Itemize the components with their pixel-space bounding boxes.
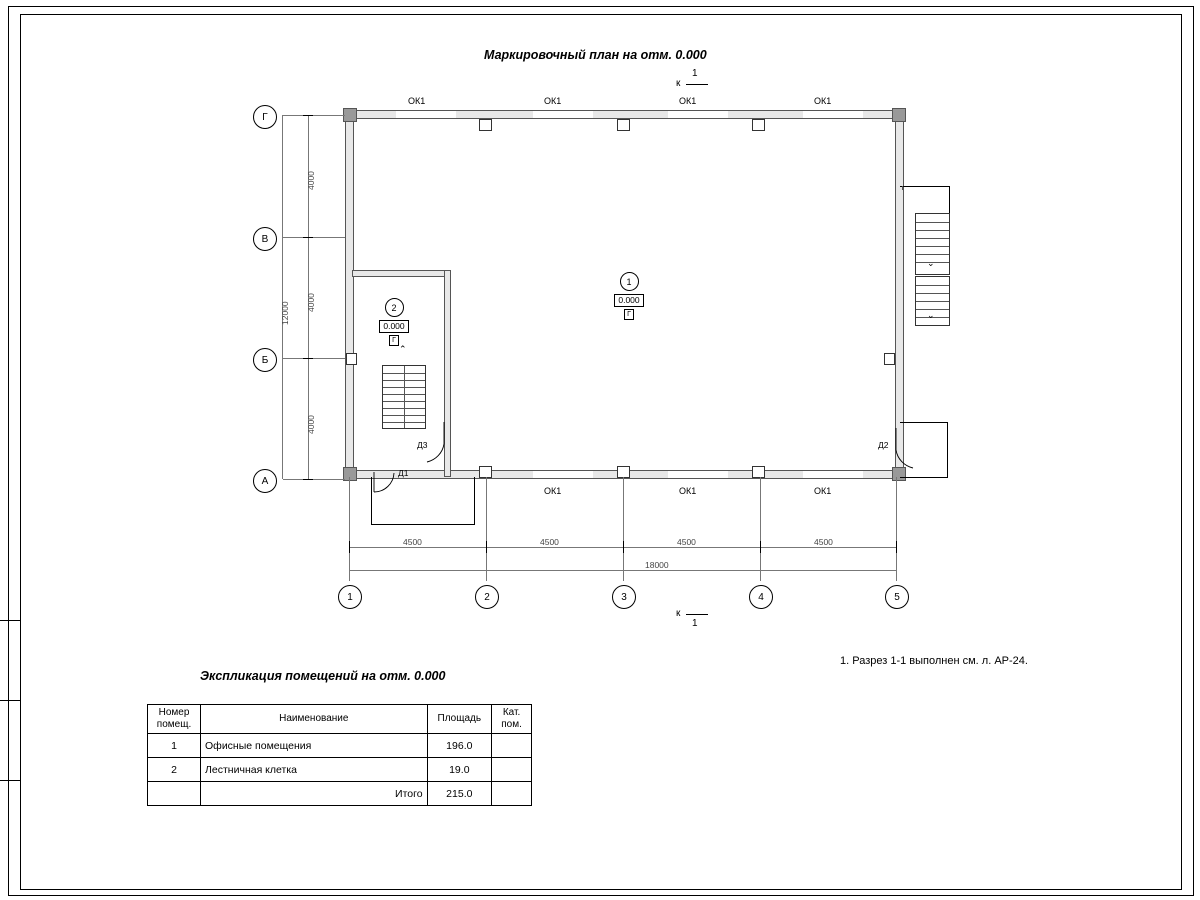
porch-left-bottom [371,524,475,525]
section-mark-top-letter: к [676,78,681,89]
dim-value-h-2: 4500 [540,537,559,547]
table-header-name: Наименование [201,705,428,734]
window-opening-bottom-3 [803,470,863,479]
total-empty-cell [148,782,201,806]
stair-internal [382,365,426,429]
door-label-d3: Д3 [417,440,428,450]
column-right-axisB [884,353,895,365]
axis-bubble-5: 5 [885,585,909,609]
window-label-top-1: ОК1 [408,96,426,106]
window-opening-top-1 [396,110,456,119]
porch-left-side-2 [474,477,475,525]
row-name: Офисные помещения [201,734,428,758]
row-number: 1 [148,734,201,758]
window-label-bottom-3: ОК1 [814,486,832,496]
section-mark-top-line [686,84,708,85]
dim-tick-h-1 [349,541,350,553]
window-label-top-2: ОК1 [544,96,562,106]
dim-tick-h-4 [760,541,761,553]
explication-table [147,704,532,806]
dim-chain-horizontal-total [349,570,897,571]
axis-line-B [283,358,345,359]
row-area: 196.0 [427,734,492,758]
dim-tick-h-3 [623,541,624,553]
axis-line-V [283,237,345,238]
total-area: 215.0 [427,782,492,806]
column-corner-bl [343,467,357,481]
dim-tick-h-5 [896,541,897,553]
dim-tick-v-A [303,479,313,480]
exterior-platform-top-line [900,186,950,187]
window-opening-top-2 [533,110,593,119]
total-category [492,782,532,806]
table-header-number [148,705,201,734]
column-bottom-axis4 [752,466,765,478]
axis-bubble-4: 4 [749,585,773,609]
plan-title: Маркировочный план на отм. 0.000 [484,48,707,62]
dim-tick-v-G [303,115,313,116]
porch-right-side [947,422,948,478]
room-tag-2 [377,298,411,346]
dim-tick-v-B [303,358,313,359]
axis-bubble-2: 2 [475,585,499,609]
stair-direction-arrow-external-upper: ⌄ [927,258,935,268]
axis-line-3 [623,477,624,581]
dim-value-h-total: 18000 [645,560,669,570]
table-header-category [492,705,532,734]
door-d3-swing [424,418,458,468]
partition-wall-horizontal [352,270,451,277]
row-number: 2 [148,758,201,782]
column-top-axis2 [479,119,492,131]
axis-line-G [283,115,345,116]
row-category [492,734,532,758]
room-number-2: 2 [385,298,404,317]
dim-chain-vertical-total [282,115,283,479]
table-header-category-line1: Кат. [502,707,521,718]
window-opening-top-4 [803,110,863,119]
exterior-platform-join [902,186,903,190]
section-mark-bottom-number: 1 [692,618,698,629]
axis-line-A [283,479,345,480]
row-category [492,758,532,782]
dim-value-v-3: 4000 [306,415,316,434]
dim-value-h-4: 4500 [814,537,833,547]
axis-bubble-B: Б [253,348,277,372]
sheet-left-strip-3 [0,780,20,895]
stair-direction-arrow-internal: ⌃ [399,344,407,354]
window-opening-bottom-2 [668,470,728,479]
room-level-1: 0.000 [614,294,643,307]
dim-value-h-3: 4500 [677,537,696,547]
room-level-2: 0.000 [379,320,408,333]
axis-bubble-V: В [253,227,277,251]
table-header-area: Площадь [427,705,492,734]
table-header-row [148,705,532,734]
row-area: 19.0 [427,758,492,782]
dim-tick-h-2 [486,541,487,553]
column-corner-tl [343,108,357,122]
column-left-axisB [346,353,357,365]
table-row [148,734,532,758]
axis-bubble-G: Г [253,105,277,129]
axis-bubble-3: 3 [612,585,636,609]
column-top-axis3 [617,119,630,131]
axis-line-2 [486,477,487,581]
porch-right-top [900,422,948,423]
axis-line-4 [760,477,761,581]
dim-value-v-total: 12000 [280,301,290,325]
window-label-bottom-1: ОК1 [544,486,562,496]
section-mark-bottom-line [686,614,708,615]
axis-bubble-1: 1 [338,585,362,609]
room-category-1: Г [624,309,634,320]
dim-value-v-2: 4000 [306,293,316,312]
table-header-number-line2: помещ. [156,719,192,730]
door-label-d2: Д2 [878,440,889,450]
total-label: Итого [201,782,428,806]
room-category-2: Г [389,335,399,346]
axis-line-5 [896,477,897,581]
table-row [148,758,532,782]
table-total-row [148,782,532,806]
window-opening-top-3 [668,110,728,119]
column-corner-tr [892,108,906,122]
explication-title: Экспликация помещений на отм. 0.000 [200,669,446,683]
window-label-bottom-2: ОК1 [679,486,697,496]
wall-left [345,110,354,479]
table-header-number-line1: Номер [158,707,190,718]
table-header-category-line2: пом. [501,719,522,730]
section-mark-bottom-letter: к [676,608,681,619]
window-opening-bottom-1 [533,470,593,479]
room-tag-1 [612,272,646,320]
drawing-note: 1. Разрез 1-1 выполнен см. л. АР-24. [840,655,1028,667]
dim-value-h-1: 4500 [403,537,422,547]
axis-line-1 [349,477,350,581]
row-name: Лестничная клетка [201,758,428,782]
dim-value-v-1: 4000 [306,171,316,190]
porch-right-bottom [900,477,948,478]
dim-tick-v-V [303,237,313,238]
column-top-axis4 [752,119,765,131]
room-number-1: 1 [620,272,639,291]
window-label-top-4: ОК1 [814,96,832,106]
section-mark-top-number: 1 [692,68,698,79]
axis-bubble-A: А [253,469,277,493]
stair-direction-arrow-external-lower: ⌄ [927,310,935,320]
door-label-d1: Д1 [398,468,409,478]
window-label-top-3: ОК1 [679,96,697,106]
